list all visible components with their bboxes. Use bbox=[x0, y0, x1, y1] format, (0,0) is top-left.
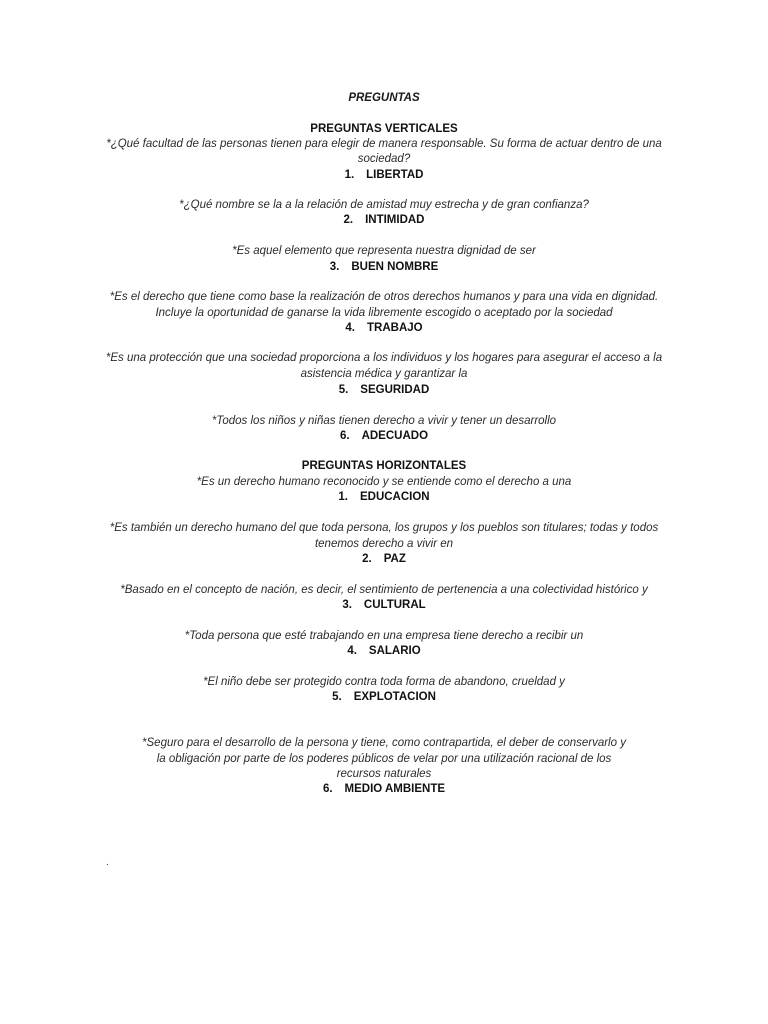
answer-number: 2. bbox=[362, 553, 372, 565]
question-text: la obligación por parte de los poderes públicos de velar por una utilización racional de los bbox=[156, 753, 612, 765]
answer bbox=[60, 213, 708, 229]
answer bbox=[60, 260, 708, 276]
answer-text: CULTURAL bbox=[363, 599, 426, 611]
answer bbox=[60, 383, 708, 399]
answer-number: 6. bbox=[322, 783, 333, 795]
question-text: *Es también un derecho humano del que toda persona, los grupos y los pueblos son titulares; todas y todos bbox=[109, 522, 659, 534]
question-text: asistencia médica y garantizar la bbox=[300, 368, 468, 380]
stray-mark: . bbox=[106, 857, 109, 868]
answer-text: ADECUADO bbox=[361, 430, 429, 442]
answer-text: SEGURIDAD bbox=[360, 384, 430, 396]
question-text: *El niño debe ser protegido contra toda forma de abandono, crueldad y bbox=[203, 676, 565, 688]
answer-number: 1. bbox=[338, 491, 348, 503]
answer-text: MEDIO AMBIENTE bbox=[344, 783, 446, 795]
horizontal-heading: PREGUNTAS HORIZONTALES bbox=[301, 460, 467, 472]
question-text: *Basado en el concepto de nación, es decir, el sentimiento de pertenencia a una colectividad histórico y bbox=[120, 584, 648, 596]
question-text: *Es una protección que una sociedad proporciona a los individuos y los hogares para asegurar el acceso a la bbox=[105, 352, 663, 364]
answer-number: 6. bbox=[339, 430, 350, 442]
question-text: recursos naturales bbox=[336, 768, 432, 780]
answer-number: 3. bbox=[342, 599, 352, 611]
answer bbox=[60, 552, 708, 568]
question-text: *¿Qué nombre se la a la relación de amistad muy estrecha y de gran confianza? bbox=[179, 199, 589, 211]
answer-text: INTIMIDAD bbox=[365, 214, 425, 226]
answer-text: SALARIO bbox=[368, 645, 421, 657]
answer-number: 4. bbox=[347, 645, 357, 657]
document-title: PREGUNTAS bbox=[348, 92, 420, 104]
question-text: *Seguro para el desarrollo de la persona y tiene, como contrapartida, el deber de conservarlo y bbox=[142, 737, 626, 749]
vertical-heading: PREGUNTAS VERTICALES bbox=[310, 123, 458, 135]
answer-number: 1. bbox=[344, 169, 355, 181]
answer-number: 5. bbox=[338, 384, 349, 396]
question-text: sociedad? bbox=[357, 153, 411, 165]
answer-number: 2. bbox=[343, 214, 354, 226]
answer bbox=[60, 429, 708, 445]
answer bbox=[60, 644, 708, 660]
question-text: Incluye la oportunidad de ganarse la vida libremente escogido o aceptado por la sociedad bbox=[155, 307, 613, 319]
question-text: *Todos los niños y niñas tienen derecho a vivir y tener un desarrollo bbox=[211, 415, 557, 427]
answer-text: BUEN NOMBRE bbox=[351, 261, 439, 273]
answer bbox=[60, 598, 708, 614]
question-text: *Es el derecho que tiene como base la realización de otros derechos humanos y para una vida en dignidad. bbox=[109, 291, 659, 303]
question-text: *Toda persona que esté trabajando en una empresa tiene derecho a recibir un bbox=[184, 630, 584, 642]
answer-number: 3. bbox=[329, 261, 340, 273]
answer bbox=[60, 321, 708, 337]
question-text: *¿Qué facultad de las personas tienen para elegir de manera responsable. Su forma de actuar dentro de una bbox=[106, 138, 662, 150]
answer bbox=[60, 690, 708, 706]
question-text: *Es un derecho humano reconocido y se entiende como el derecho a una bbox=[196, 476, 572, 488]
answer bbox=[60, 168, 708, 184]
question-text: tenemos derecho a vivir en bbox=[314, 538, 454, 550]
answer-number: 4. bbox=[345, 322, 355, 334]
question-text: *Es aquel elemento que representa nuestra dignidad de ser bbox=[232, 245, 536, 257]
answer bbox=[60, 490, 708, 506]
answer-text: TRABAJO bbox=[367, 322, 423, 334]
answer-text: EDUCACION bbox=[359, 491, 430, 503]
answer-text: PAZ bbox=[383, 553, 406, 565]
answer-number: 5. bbox=[332, 691, 342, 703]
answer bbox=[60, 782, 708, 798]
answer-text: LIBERTAD bbox=[366, 169, 424, 181]
answer-text: EXPLOTACION bbox=[353, 691, 436, 703]
